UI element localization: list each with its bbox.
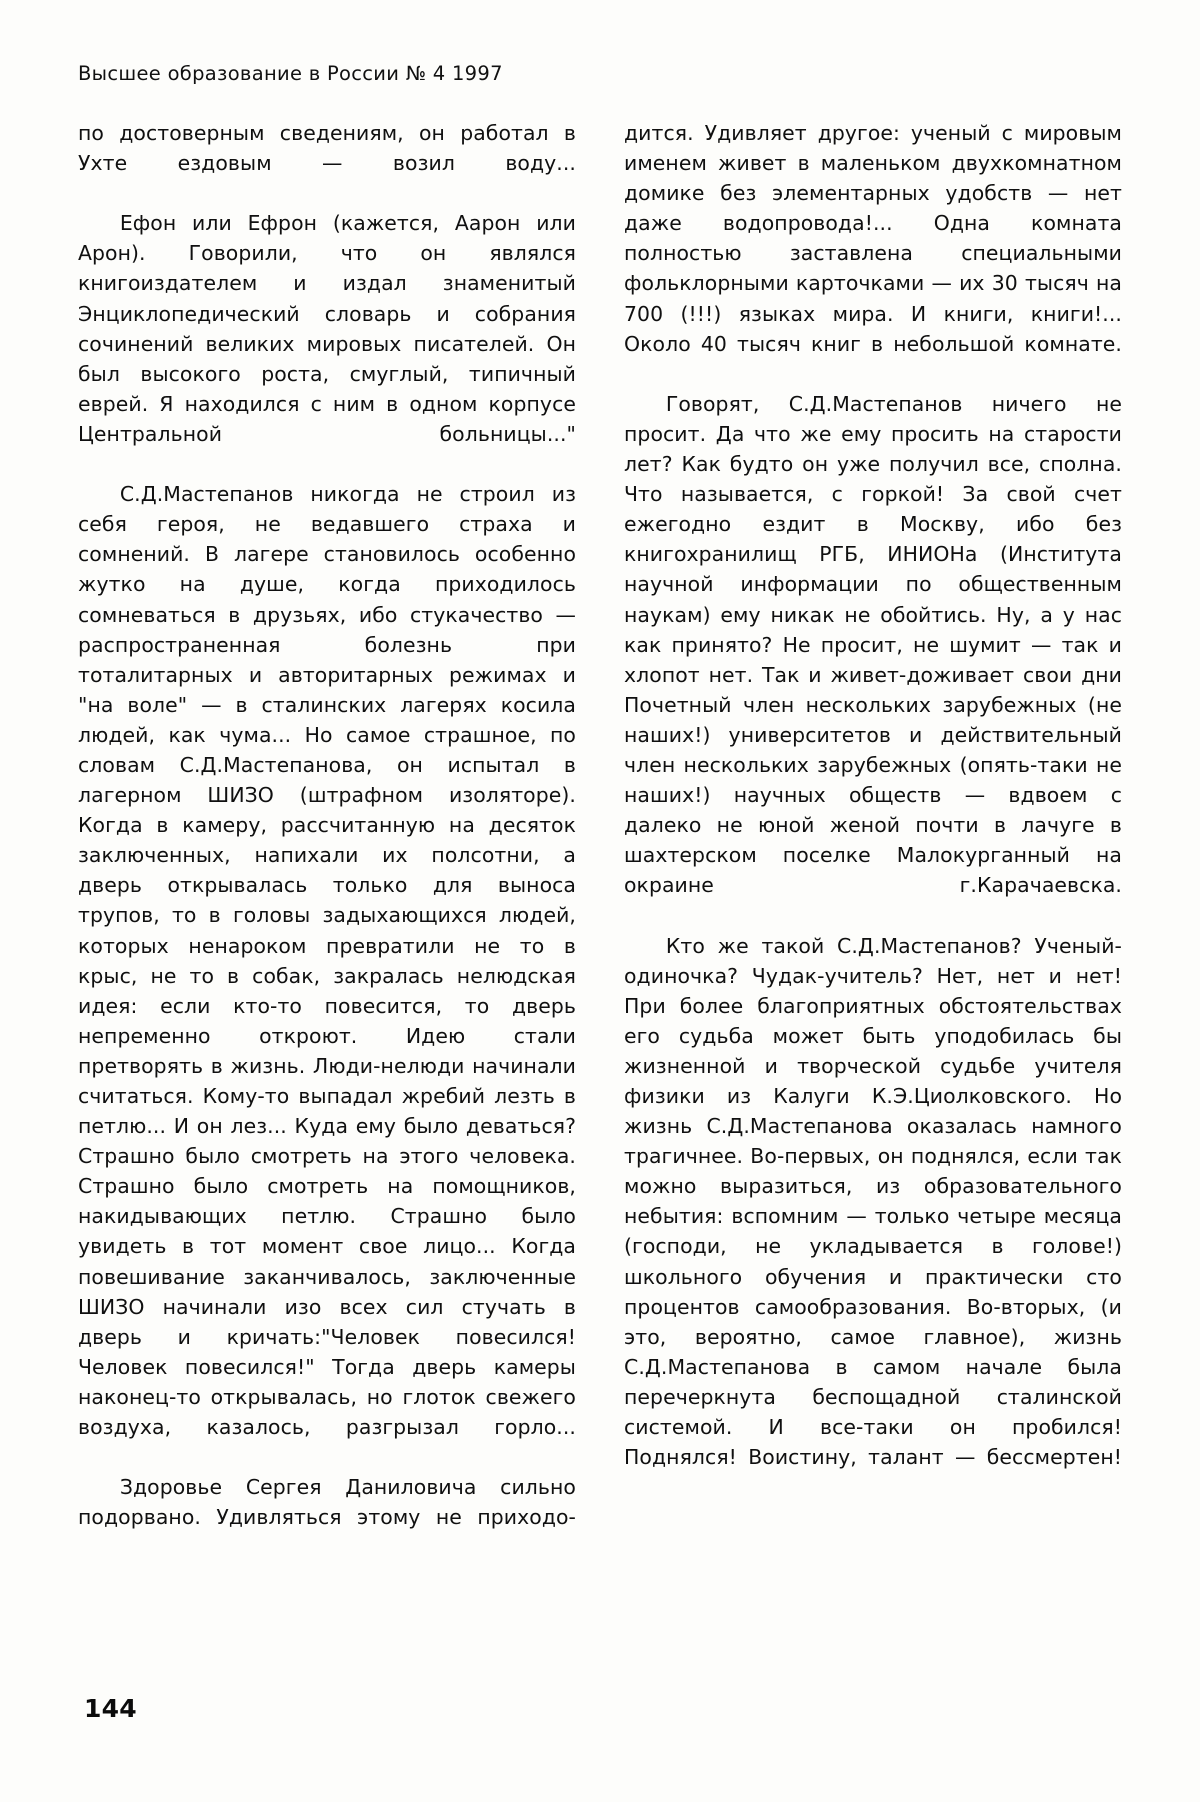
paragraph: Говорят, С.Д.Мастепанов ничего не просит. Да что же ему просить на старости лет? Как будто он уже получил все, сполна. Что называется, с горкой! За свой счет ежегодно ездит в Москву, ибо без книгохранилищ РГБ, ИНИОНа (Института научной информации по общественным наукам) ему никак не обойтись. Ну, а у нас как принято? Не просит, не шумит — так и хлопот нет. Так и живет-доживает свои дни Почетный член нескольких зарубежных (не наших!) университетов и действительный член нескольких зарубежных (опять-таки не наших!) научных обществ — вдвоем с далеко не юной женой почти в лачуге в шахтерском поселке Малокурганный на окраине г.Карачаевска. bbox=[624, 391, 1122, 898]
paragraph: С.Д.Мастепанов никогда не строил из себя героя, не ведавшего страха и сомнений. В лагере становилось особенно жутко на душе, когда приходилось сомневаться в друзьях, ибо стукачество — распространенная болезнь при тоталитарных и авторитарных режимах и "на воле" — в сталинских лагерях косила людей, как чума... Но самое страшное, по словам С.Д.Мастепанова, он испытал в лагерном ШИЗО (штрафном изоляторе). Когда в камеру, рассчитанную на десяток заключенных, напихали их полсотни, а дверь открывалась только для выноса трупов, то в головы задыхающихся людей, которых ненароком превратили не то в крыс, не то в собак, закралась нелюдская идея: если кто-то повесится, то дверь непременно откроют. Идею стали претворять в жизнь. Люди-нелюди начинали считаться. Кому-то выпадал жребий лезть в петлю... И он лез... Куда ему было деваться? Страшно было смотреть на этого человека. Страшно было смотреть на помощников, накидывающих петлю. Страшно было увидеть в тот момент свое лицо... Когда повешивание заканчивалось, заключенные ШИЗО начинали изо всех сил стучать в дверь и кричать:"Человек повесился! Человек повесился!" Тогда дверь камеры наконец-то открывалась, но глоток свежего воздуха, казалось, разгрызал горло... bbox=[78, 482, 576, 1440]
page-number: 144 bbox=[84, 1694, 137, 1723]
paragraph: по достоверным сведениям, он работал в Ухте ездовым — возил воду... bbox=[78, 121, 576, 176]
paragraph: Кто же такой С.Д.Мастепанов? Ученый-одиночка? Чудак-учитель? Нет, нет и нет! При более благоприятных обстоятельствах его судьба может быть уподобилась бы жизненной и творческой судьбе учителя физики из Калуги К.Э.Циолковского. Но жизнь С.Д.Мастепанова оказалась намного трагичнее. Во-первых, он поднялся, если так можно выразиться, из образовательного небытия: вспомним — только четыре месяца (господи, не укладывается в голове!) школьного обучения и практически сто процентов самообразования. Во-вторых, (и это, вероятно, самое главное), жизнь С.Д.Мастепанова в самом начале была перечеркнута беспощадной сталинской системой. И все-таки он пробился! Поднялся! Воистину, талант — бессмертен! bbox=[624, 933, 1122, 1470]
column-left bbox=[78, 118, 576, 1563]
running-head: Высшее образование в России № 4 1997 bbox=[78, 62, 503, 85]
column-right bbox=[624, 118, 1122, 1563]
paragraph: Здоровье Сергея Даниловича сильно подорвано. Удивляться этому не приходо- bbox=[78, 1475, 576, 1530]
paragraph: Ефон или Ефрон (кажется, Аарон или Арон). Говорили, что он являлся книгоиздателем и издал знаменитый Энциклопедический словарь и собрания сочинений великих мировых писателей. Он был высокого роста, смуглый, типичный еврей. Я находился с ним в одном корпусе Центральной больницы..." bbox=[78, 211, 576, 446]
body-columns bbox=[78, 118, 1122, 1563]
paragraph: дится. Удивляет другое: ученый с мировым именем живет в маленьком двухкомнатном домике без элементарных удобств — нет даже водопровода!... Одна комната полностью заставлена специальными фольклорными карточками — их 30 тысяч на 700 (!!!) языках мира. И книги, книги!... Около 40 тысяч книг в небольшой комнате. bbox=[624, 121, 1122, 356]
